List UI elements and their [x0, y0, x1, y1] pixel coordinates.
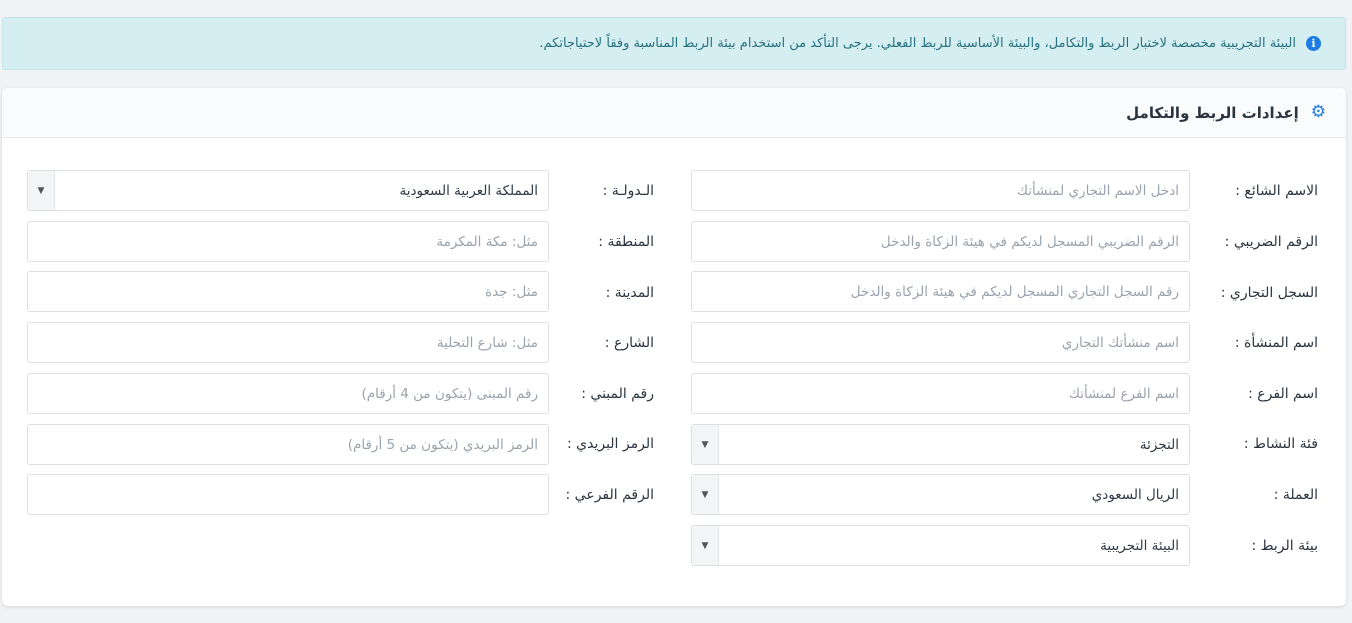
building-number-input[interactable]: رقم المبنى (يتكون من 4 أرقام)	[27, 373, 549, 414]
chevron-down-icon[interactable]: ▼	[692, 425, 719, 464]
postal-code-input[interactable]: الرمز البريدي (يتكون من 5 أرقام)	[27, 424, 549, 465]
common-name-label: الاسم الشائع :	[1235, 183, 1318, 199]
establishment-name-input[interactable]: اسم منشأتك التجاري	[691, 322, 1190, 363]
city-label: المدينة :	[605, 285, 654, 301]
activity-category-select[interactable]	[691, 424, 1190, 465]
currency-value: الريال السعودي	[1091, 486, 1179, 503]
tax-number-label: الرقم الضريبي :	[1224, 234, 1318, 250]
info-alert	[2, 17, 1346, 70]
activity-category-value: التجزئة	[1139, 436, 1179, 453]
city-input[interactable]: مثل: جدة	[27, 271, 549, 312]
chevron-down-icon[interactable]: ▼	[692, 526, 719, 565]
postal-code-label: الرمز البريدي :	[566, 436, 654, 452]
environment-value: البيئة التجريبية	[1100, 537, 1179, 554]
commercial-register-input[interactable]: رقم السجل التجاري المسجل لديكم في هيئة الزكاة والدخل	[691, 271, 1190, 312]
chevron-down-icon[interactable]: ▼	[692, 475, 719, 514]
sub-number-label: الرقم الفرعي :	[565, 487, 654, 503]
card-header	[2, 88, 1346, 138]
currency-select[interactable]	[691, 474, 1190, 515]
tax-number-input[interactable]: الرقم الضريبي المسجل لديكم في هيئة الزكاة والدخل	[691, 221, 1190, 262]
country-select[interactable]	[27, 170, 549, 211]
region-input[interactable]: مثل: مكة المكرمة	[27, 221, 549, 262]
establishment-name-label: اسم المنشأة :	[1234, 335, 1318, 351]
branch-name-input[interactable]: اسم الفرع لمنشأتك	[691, 373, 1190, 414]
activity-category-label: فئة النشاط :	[1243, 436, 1318, 452]
integration-settings-card	[2, 88, 1346, 606]
common-name-input[interactable]: ادخل الاسم التجاري لمنشأتك	[691, 170, 1190, 211]
branch-name-label: اسم الفرع :	[1248, 386, 1318, 402]
environment-label: بيئة الربط :	[1251, 538, 1318, 554]
country-value: المملكة العربية السعودية	[399, 182, 538, 199]
street-input[interactable]: مثل: شارع التحلية	[27, 322, 549, 363]
region-label: المنطقة :	[598, 234, 654, 250]
gear-icon: ⚙	[1310, 102, 1326, 122]
street-label: الشارع :	[604, 335, 654, 351]
alert-text: البيئة التجريبية مخصصة لاختبار الربط والتكامل، والبيئة الأساسية للربط الفعلي. يرجى التأكد من استخدام بيئة الربط المناسبة وفقاً لاحتياجاتكم.	[539, 36, 1296, 51]
building-number-label: رقم المبني :	[581, 386, 654, 402]
currency-label: العملة :	[1273, 487, 1318, 503]
info-icon: i	[1306, 36, 1321, 51]
chevron-down-icon[interactable]: ▼	[28, 171, 55, 210]
commercial-register-label: السجل التجاري :	[1220, 285, 1318, 301]
country-label: الـدولـة :	[602, 183, 654, 199]
environment-select[interactable]	[691, 525, 1190, 566]
sub-number-input[interactable]	[27, 474, 549, 515]
card-title: إعدادات الربط والتكامل	[1126, 103, 1299, 122]
